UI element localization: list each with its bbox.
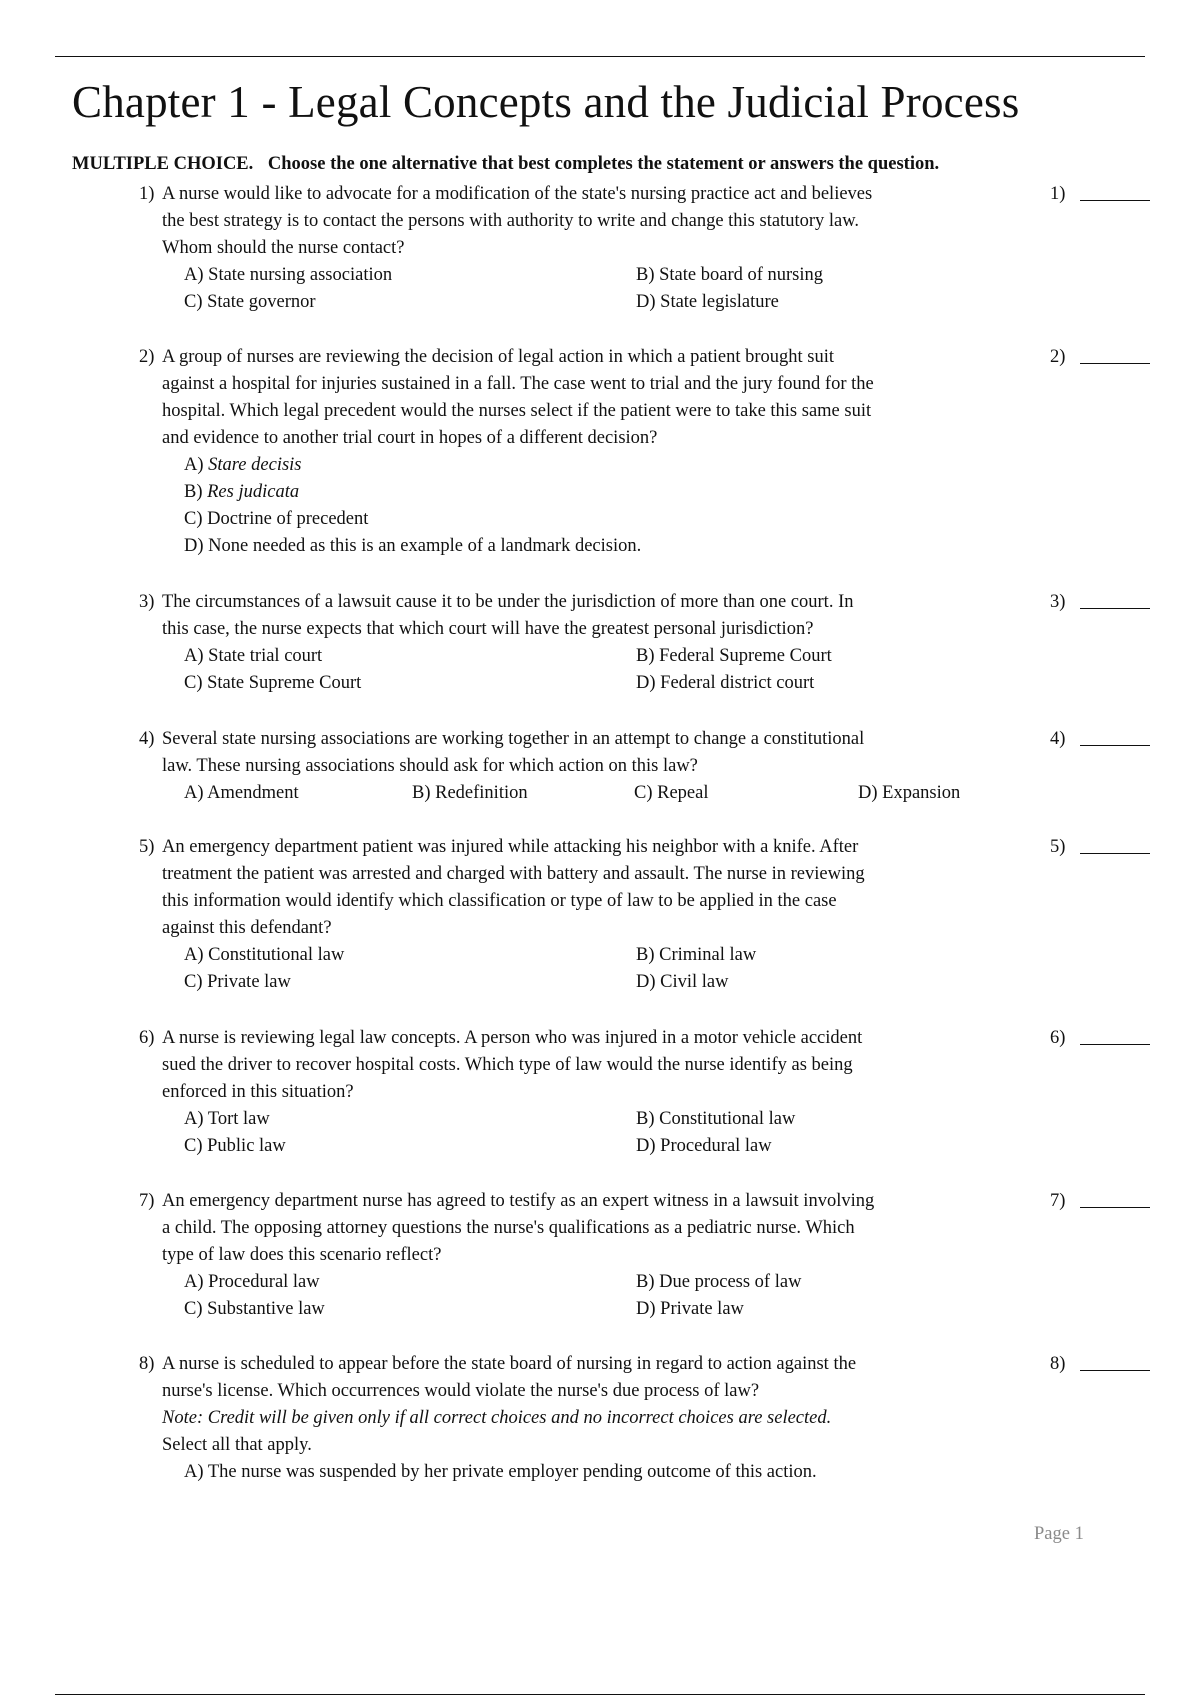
- option-letter: C): [634, 783, 653, 803]
- option-d[interactable]: [858, 780, 960, 807]
- answer-number: 6): [1050, 1028, 1066, 1048]
- answer-blank[interactable]: [1080, 200, 1150, 201]
- option-d[interactable]: [636, 1133, 772, 1160]
- option-text: State trial court: [208, 646, 323, 666]
- option-text: Due process of law: [659, 1272, 802, 1292]
- option-a[interactable]: [184, 452, 302, 479]
- option-letter: A): [184, 1272, 204, 1292]
- answer-number: 8): [1050, 1354, 1066, 1374]
- option-d[interactable]: [636, 969, 729, 996]
- option-c[interactable]: [184, 506, 368, 533]
- credit-note: Note: Credit will be given only if all correct choices and no incorrect choices are selected.: [162, 1408, 832, 1428]
- question-number: 8): [139, 1354, 155, 1374]
- question-text: A nurse would like to advocate for a modification of the state's nursing practice act and believes the best strategy is to contact the persons with authority to write and change this statutory law. Whom should the nurse contact?: [162, 184, 873, 258]
- option-text: Private law: [207, 972, 291, 992]
- option-d[interactable]: [636, 1296, 744, 1323]
- option-letter: D): [184, 536, 204, 556]
- top-rule: [55, 56, 1145, 57]
- option-c[interactable]: [184, 1296, 325, 1323]
- option-letter: C): [184, 972, 203, 992]
- option-text: Expansion: [882, 783, 961, 803]
- option-text: The nurse was suspended by her private employer pending outcome of this action.: [207, 1462, 817, 1482]
- option-text: Constitutional law: [208, 945, 345, 965]
- select-all-instruction: Select all that apply.: [162, 1435, 312, 1455]
- option-letter: A): [184, 783, 204, 803]
- option-d[interactable]: [636, 289, 779, 316]
- option-letter: C): [184, 509, 203, 529]
- answer-blank[interactable]: [1080, 745, 1150, 746]
- question-text: A nurse is reviewing legal law concepts. A person who was injured in a motor vehicle accident sued the driver to recover hospital costs. Which type of law would the nurse identify as being enforced in this situation?: [162, 1028, 863, 1102]
- option-b[interactable]: [636, 262, 823, 289]
- option-text: None needed as this is an example of a landmark decision.: [208, 536, 642, 556]
- question-number: 2): [139, 347, 155, 367]
- option-letter: A): [184, 1462, 204, 1482]
- answer-number: 5): [1050, 837, 1066, 857]
- option-text: Civil law: [660, 972, 729, 992]
- option-b[interactable]: [636, 643, 832, 670]
- option-letter: B): [412, 783, 431, 803]
- option-letter: C): [184, 673, 203, 693]
- answer-blank[interactable]: [1080, 853, 1150, 854]
- option-c[interactable]: [184, 1133, 286, 1160]
- option-text: State board of nursing: [659, 265, 824, 285]
- option-c[interactable]: [184, 670, 361, 697]
- option-letter: B): [636, 1109, 655, 1129]
- option-text: Doctrine of precedent: [207, 509, 369, 529]
- instructions-text: Choose the one alternative that best completes the statement or answers the question.: [267, 154, 940, 174]
- bottom-rule: [55, 1694, 1145, 1695]
- option-c[interactable]: [184, 969, 291, 996]
- option-text: Federal Supreme Court: [659, 646, 832, 666]
- option-letter: A): [184, 646, 204, 666]
- instructions: [72, 152, 939, 176]
- option-letter: B): [636, 646, 655, 666]
- instructions-lead: MULTIPLE CHOICE.: [72, 154, 254, 174]
- option-a[interactable]: [184, 1269, 320, 1296]
- option-d[interactable]: [636, 670, 814, 697]
- option-text: Tort law: [207, 1109, 270, 1129]
- option-letter: B): [184, 482, 203, 502]
- option-b[interactable]: [636, 942, 756, 969]
- option-b[interactable]: [636, 1269, 801, 1296]
- option-c[interactable]: [634, 780, 709, 807]
- option-text: Substantive law: [207, 1299, 325, 1319]
- option-text: Federal district court: [660, 673, 815, 693]
- option-letter: D): [636, 1299, 656, 1319]
- question-number: 3): [139, 592, 155, 612]
- question-number: 1): [139, 184, 155, 204]
- option-letter: A): [184, 945, 204, 965]
- question-text: A nurse is scheduled to appear before the state board of nursing in regard to action against the nurse's license. Which occurrences would violate the nurse's due process of law?: [162, 1354, 857, 1401]
- option-text: Procedural law: [660, 1136, 772, 1156]
- option-text: Repeal: [657, 783, 709, 803]
- option-letter: B): [636, 945, 655, 965]
- answer-number: 4): [1050, 729, 1066, 749]
- question-number: 4): [139, 729, 155, 749]
- question-number: 5): [139, 837, 155, 857]
- option-a[interactable]: [184, 262, 392, 289]
- question-text: An emergency department patient was injured while attacking his neighbor with a knife. After treatment the patient was arrested and charged with battery and assault. The nurse in reviewing this information would identify which classification or type of law to be applied in the case against this defendant?: [162, 837, 865, 938]
- option-text: Procedural law: [208, 1272, 320, 1292]
- question-text: Several state nursing associations are working together in an attempt to change a constitutional law. These nursing associations should ask for which action on this law?: [162, 729, 865, 776]
- option-text: Stare decisis: [208, 455, 302, 475]
- option-letter: A): [184, 265, 204, 285]
- option-letter: B): [636, 265, 655, 285]
- answer-blank[interactable]: [1080, 1044, 1150, 1045]
- option-letter: D): [858, 783, 878, 803]
- question-number: 7): [139, 1191, 155, 1211]
- option-text: Criminal law: [659, 945, 757, 965]
- answer-number: 3): [1050, 592, 1066, 612]
- answer-blank[interactable]: [1080, 608, 1150, 609]
- option-letter: C): [184, 1299, 203, 1319]
- answer-blank[interactable]: [1080, 363, 1150, 364]
- answer-blank[interactable]: [1080, 1207, 1150, 1208]
- option-text: Private law: [660, 1299, 744, 1319]
- option-d[interactable]: [184, 533, 641, 560]
- option-text: State Supreme Court: [207, 673, 362, 693]
- option-text: Res judicata: [207, 482, 300, 502]
- option-text: Redefinition: [435, 783, 528, 803]
- option-a[interactable]: [184, 1459, 817, 1486]
- option-b[interactable]: [636, 1106, 795, 1133]
- page-number: Page 1: [1034, 1524, 1084, 1544]
- question-number: 6): [139, 1028, 155, 1048]
- question-text: A group of nurses are reviewing the decision of legal action in which a patient brought suit against a hospital for injuries sustained in a fall. The case went to trial and the jury found for the hospital. Which legal precedent would the nurses select if the patient were to take this same suit and evidence to another trial court in hopes of a different decision?: [162, 347, 874, 448]
- answer-number: 2): [1050, 347, 1066, 367]
- option-letter: D): [636, 1136, 656, 1156]
- option-c[interactable]: [184, 289, 316, 316]
- option-a[interactable]: [184, 1106, 270, 1133]
- option-text: State governor: [207, 292, 316, 312]
- option-text: State legislature: [660, 292, 779, 312]
- option-letter: A): [184, 455, 204, 475]
- question-text: The circumstances of a lawsuit cause it to be under the jurisdiction of more than one court. In this case, the nurse expects that which court will have the greatest personal jurisdiction?: [162, 592, 854, 639]
- option-text: Public law: [207, 1136, 286, 1156]
- page-title: Chapter 1 - Legal Concepts and the Judicial Process: [72, 77, 1020, 127]
- option-a[interactable]: [184, 780, 299, 807]
- option-letter: D): [636, 673, 656, 693]
- option-letter: B): [636, 1272, 655, 1292]
- option-b[interactable]: [184, 479, 299, 506]
- answer-number: 7): [1050, 1191, 1066, 1211]
- option-text: Constitutional law: [659, 1109, 796, 1129]
- option-letter: C): [184, 292, 203, 312]
- option-letter: C): [184, 1136, 203, 1156]
- answer-blank[interactable]: [1080, 1370, 1150, 1371]
- answer-number: 1): [1050, 184, 1066, 204]
- option-a[interactable]: [184, 643, 322, 670]
- option-b[interactable]: [412, 780, 528, 807]
- option-letter: D): [636, 292, 656, 312]
- question-text: An emergency department nurse has agreed to testify as an expert witness in a lawsuit involving a child. The opposing attorney questions the nurse's qualifications as a pediatric nurse. Which type of law does this scenario reflect?: [162, 1191, 875, 1265]
- option-letter: A): [184, 1109, 204, 1129]
- option-letter: D): [636, 972, 656, 992]
- option-text: State nursing association: [208, 265, 393, 285]
- option-text: Amendment: [207, 783, 299, 803]
- option-a[interactable]: [184, 942, 344, 969]
